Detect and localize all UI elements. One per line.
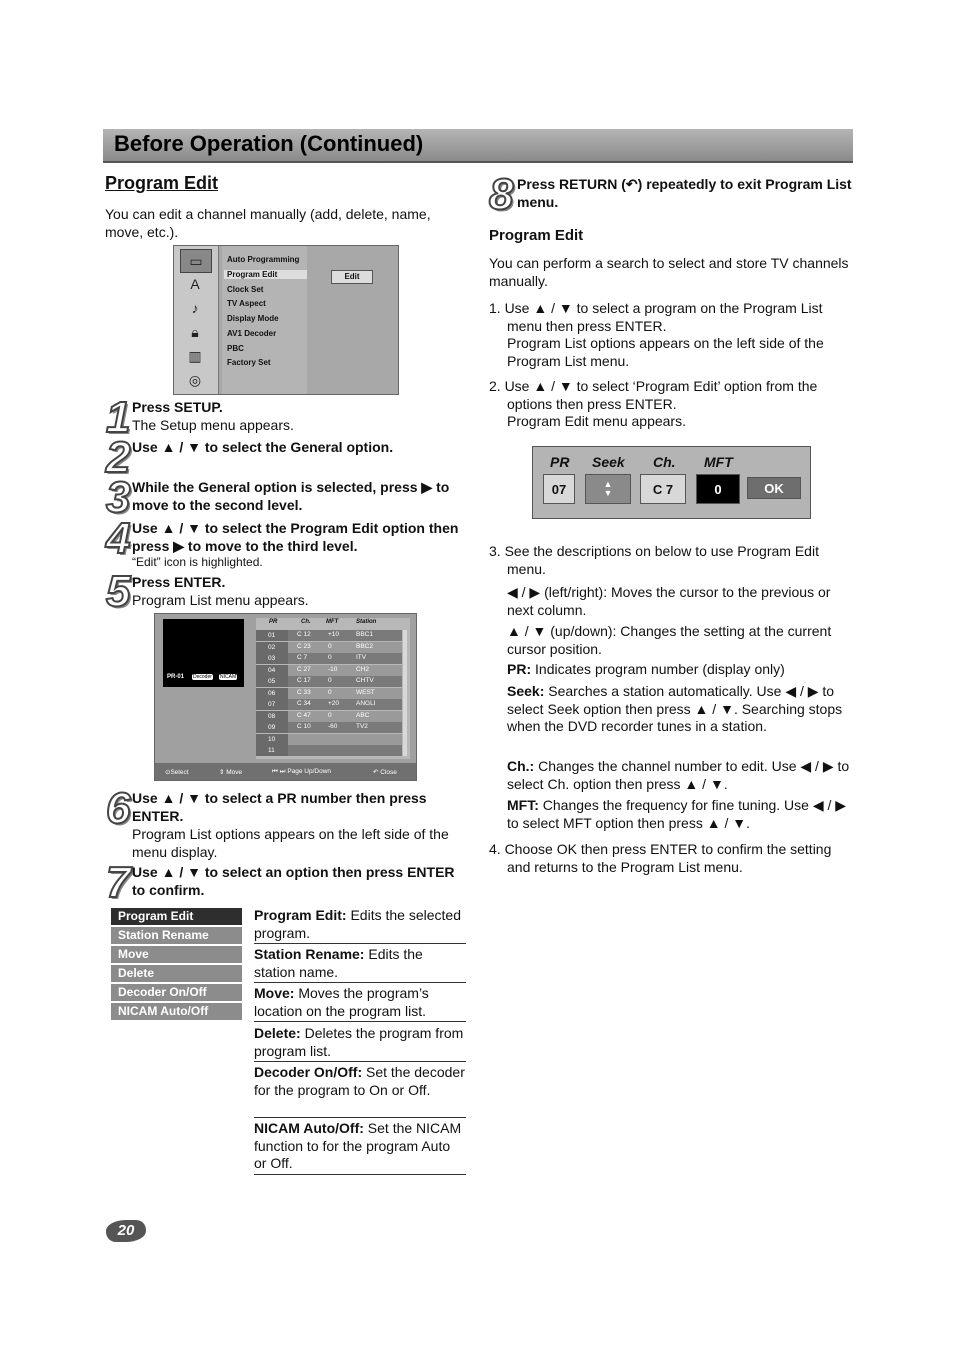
col-header-station: Station <box>356 619 377 625</box>
program-list-menu <box>154 613 417 781</box>
table-row[interactable] <box>256 734 402 745</box>
scrollbar <box>403 630 407 756</box>
cell-pr: 08 <box>256 711 288 722</box>
step-5 <box>132 573 467 609</box>
label-mft: MFT <box>704 454 733 470</box>
cell-ch: C 34 <box>297 700 311 707</box>
step-3 <box>132 478 467 514</box>
setup-menu <box>173 245 399 395</box>
table-row[interactable] <box>256 688 402 699</box>
audio-icon: ♪ <box>191 300 199 316</box>
recording-icon: ▥ <box>188 347 202 364</box>
ok-button[interactable]: OK <box>747 477 801 499</box>
desc-move: Move: Moves the program’s location on the program list. <box>254 985 466 1022</box>
cell-station: CHTV <box>356 677 374 684</box>
table-row[interactable] <box>256 722 402 733</box>
cell-station: BBC1 <box>356 631 373 638</box>
label-seek: Seek <box>592 454 625 470</box>
step-1-action: Press SETUP. <box>132 399 223 415</box>
step-4 <box>132 519 470 570</box>
menu-item-clock-set: Clock Set <box>227 285 264 294</box>
menu-item-display-mode: Display Mode <box>227 314 279 323</box>
cell-mft: 0 <box>328 688 332 696</box>
footer-move: ⇕ Move <box>219 769 243 776</box>
option-decoder: Decoder On/Off <box>111 984 242 1001</box>
instruction-1: 1. Use ▲ / ▼ to select a program on the Program List menu then press ENTER. Program List options appears on the left side of the Program List menu. <box>489 300 824 369</box>
table-row[interactable] <box>256 630 402 641</box>
step-1-result: The Setup menu appears. <box>132 417 294 433</box>
col-header-mft: MFT <box>326 619 339 625</box>
cell-station: CH2 <box>356 665 370 673</box>
step-2-action: Use ▲ / ▼ to select the General option. <box>132 439 394 455</box>
cell-ch: C 23 <box>297 642 311 650</box>
cell-pr: 06 <box>256 688 288 699</box>
step-number: 3 <box>106 473 129 522</box>
step-number: 4 <box>106 514 129 563</box>
menu-item-av1-decoder: AV1 Decoder <box>227 329 277 338</box>
cell-ch: C 33 <box>297 688 311 696</box>
step-number: 8 <box>489 170 512 219</box>
cell-ch: C 47 <box>297 711 311 719</box>
ch-field[interactable]: C 7 <box>640 474 686 504</box>
table-row[interactable] <box>256 653 402 664</box>
step-6-result: Program List options appears on the left side of the menu display. <box>132 826 449 860</box>
table-row[interactable] <box>256 745 402 756</box>
step-6-action: Use ▲ / ▼ to select a PR number then press ENTER. <box>132 790 427 824</box>
table-row[interactable] <box>256 642 402 653</box>
menu-item-auto-programming: Auto Programming <box>227 255 300 264</box>
footer-close: ↶ Close <box>373 769 397 776</box>
cell-pr: 09 <box>256 722 288 733</box>
step-6 <box>132 789 467 861</box>
pr-field: 07 <box>543 474 575 504</box>
step-number: 6 <box>106 784 129 833</box>
seek-up-icon: ▲ <box>603 479 613 489</box>
cell-station: ANGLI <box>356 700 376 707</box>
mft-field[interactable]: 0 <box>696 474 740 504</box>
step-number: 2 <box>106 433 129 482</box>
label-ch: Ch. <box>653 454 676 470</box>
cell-pr: 05 <box>256 676 288 687</box>
cell-ch: C 27 <box>297 665 311 673</box>
nicam-tag: NICAM <box>220 674 237 680</box>
right-intro: You can perform a search to select and store TV channels manually. <box>489 255 849 289</box>
table-row[interactable] <box>256 665 402 676</box>
footer-page: ⏮ ⏭ Page Up/Down <box>272 768 332 775</box>
general-icon: ▭ <box>180 249 212 273</box>
instruction-3: 3. See the descriptions on below to use Program Edit menu. <box>489 543 819 577</box>
cell-mft: -10 <box>328 665 338 673</box>
step-8 <box>517 175 852 211</box>
option-delete: Delete <box>111 965 242 982</box>
page-title: Before Operation (Continued) <box>114 131 424 156</box>
table-row[interactable] <box>256 699 402 710</box>
cell-station: TV2 <box>356 723 368 730</box>
cell-pr: 03 <box>256 653 288 664</box>
seek-field[interactable] <box>585 474 631 504</box>
menu-item-tv-aspect: TV Aspect <box>227 299 266 308</box>
cell-ch: C 10 <box>297 723 311 730</box>
step-5-result: Program List menu appears. <box>132 592 309 608</box>
step-3-action: While the General option is selected, press ▶ to move to the second level. <box>132 479 450 513</box>
cell-mft: 0 <box>328 711 332 719</box>
cell-ch: C 12 <box>297 631 311 638</box>
cell-ch: C 17 <box>297 677 311 684</box>
label-pr: PR <box>550 454 570 470</box>
cell-pr: 01 <box>256 630 288 641</box>
footer-select: ⊙Select <box>165 769 189 776</box>
option-station-rename: Station Rename <box>111 927 242 944</box>
cell-pr: 10 <box>256 734 288 745</box>
section-title: Program Edit <box>105 173 219 193</box>
cell-pr: 02 <box>256 642 288 653</box>
program-list-footer <box>155 763 416 780</box>
step-1 <box>132 398 467 434</box>
cell-mft: +20 <box>328 700 340 707</box>
cell-station: ABC <box>356 711 370 719</box>
cell-mft: 0 <box>328 677 332 684</box>
cell-pr: 11 <box>256 745 288 756</box>
cell-station: WEST <box>356 688 375 696</box>
decoder-tag: Decoder <box>193 674 212 680</box>
left-right-desc: ◀ / ▶ (left/right): Moves the cursor to the previous or next column. <box>507 584 831 618</box>
col-header-ch: Ch. <box>301 619 311 625</box>
cell-mft: 0 <box>328 654 332 661</box>
step-4-action: Use ▲ / ▼ to select the Program Edit option then press ▶ to move to the third level. <box>132 520 459 554</box>
language-icon: A <box>190 276 200 292</box>
desc-program-edit: Program Edit: Edits the selected program. <box>254 907 466 944</box>
preview-pr-label: PR-01 <box>167 674 185 680</box>
ch-desc: Ch.: Changes the channel number to edit. Use ◀ / ▶ to select Ch. option then press ▲ / ▼. <box>507 758 850 792</box>
pr-desc: PR: Indicates program number (display only) <box>507 661 785 677</box>
setup-icon-column <box>174 246 219 394</box>
right-subtitle: Program Edit <box>489 227 584 244</box>
edit-button: Edit <box>331 270 373 284</box>
desc-delete: Delete: Deletes the program from program list. <box>254 1025 466 1062</box>
step-5-action: Press ENTER. <box>132 574 226 590</box>
instruction-4: 4. Choose OK then press ENTER to confirm the setting and returns to the Program List menu. <box>489 841 832 875</box>
mft-desc: MFT: Changes the frequency for fine tuning. Use ◀ / ▶ to select MFT option then press ▲ / ▼. <box>507 797 847 831</box>
menu-item-factory-set: Factory Set <box>227 358 271 367</box>
step-2 <box>132 438 467 456</box>
cell-mft: -60 <box>328 723 338 730</box>
program-edit-menu <box>532 446 811 519</box>
menu-item-pbc: PBC <box>227 344 244 353</box>
option-program-edit: Program Edit <box>111 908 242 925</box>
step-4-note: “Edit” icon is highlighted. <box>132 555 263 569</box>
table-row[interactable] <box>256 676 402 687</box>
disc-icon: ◎ <box>188 371 202 388</box>
up-down-desc: ▲ / ▼ (up/down): Changes the setting at the current cursor position. <box>507 623 832 657</box>
menu-item-program-edit: Program Edit <box>224 270 307 279</box>
cell-mft: 0 <box>328 642 332 650</box>
lock-icon: 🔒︎ <box>191 323 199 340</box>
step-8-action: Press RETURN (↶) repeatedly to exit Program List menu. <box>517 176 852 210</box>
step-number: 7 <box>106 858 129 907</box>
step-number: 5 <box>106 567 129 616</box>
step-7-action: Use ▲ / ▼ to select an option then press ENTER to confirm. <box>132 864 455 898</box>
seek-down-icon: ▼ <box>603 488 613 498</box>
cell-station: ITV <box>356 654 367 661</box>
step-number: 1 <box>106 393 129 442</box>
col-header-pr: PR <box>269 619 278 625</box>
instruction-2: 2. Use ▲ / ▼ to select ‘Program Edit’ option from the options then press ENTER. Program Edit menu appears. <box>489 378 818 429</box>
intro-text: You can edit a channel manually (add, delete, name, move, etc.). <box>105 206 431 240</box>
option-move: Move <box>111 946 242 963</box>
page-number: 20 <box>106 1220 146 1242</box>
cell-pr: 04 <box>256 665 288 676</box>
cell-mft: +10 <box>328 631 340 638</box>
cell-pr: 07 <box>256 699 288 710</box>
cell-station: BBC2 <box>356 642 373 650</box>
cell-ch: C 7 <box>297 654 308 661</box>
desc-nicam: NICAM Auto/Off: Set the NICAM function to for the program Auto or Off. <box>254 1120 466 1175</box>
desc-station-rename: Station Rename: Edits the station name. <box>254 946 466 983</box>
desc-decoder: Decoder On/Off: Set the decoder for the program to On or Off. <box>254 1064 466 1118</box>
option-nicam: NICAM Auto/Off <box>111 1003 242 1020</box>
program-list-options <box>111 908 242 1022</box>
table-row[interactable] <box>256 711 402 722</box>
seek-desc: Seek: Searches a station automatically. Use ◀ / ▶ to select Seek option then press ▲ / ▼. Searching stops when the DVD recorder tunes in a station. <box>507 683 843 734</box>
step-7 <box>132 863 467 899</box>
